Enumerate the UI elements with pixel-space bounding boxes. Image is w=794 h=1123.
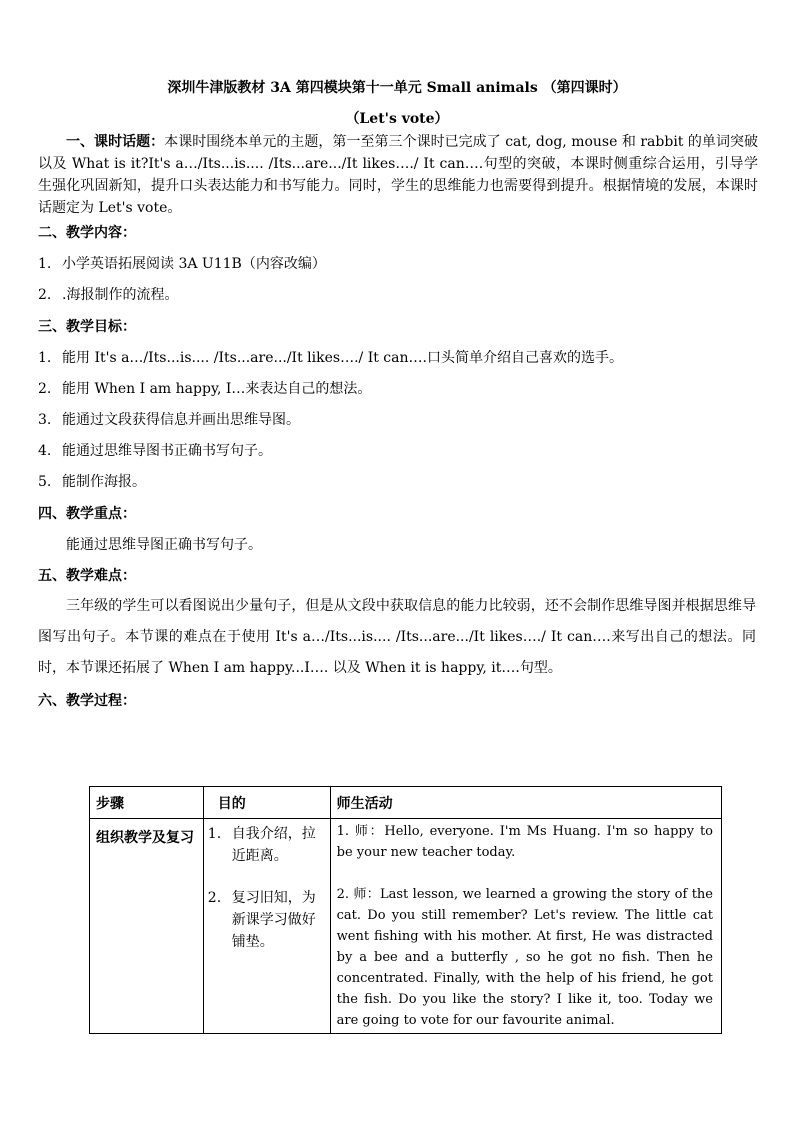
section-5-heading: 五、教学难点：: [38, 568, 136, 584]
objective-item: [38, 378, 371, 398]
section-4-heading: 四、教学重点：: [38, 506, 136, 522]
teaching-process-table: [89, 786, 722, 1034]
section-1-text: 本课时围绕本单元的主题，第一至第三个课时已完成了 cat, dog, mouse 和 rabbit 的单词突破以及 What is it?It's a…/Its...is.... /Its...are.../It likes…./ It can….句型的突破，本课时侧重综合运用，引导学生强化巩固新知，提升口头表达能力和书写能力。同时，学生的思维能力也需要得到提升。根据情境的发展，本课时话题定为 Let's vote。: [38, 134, 759, 216]
section-1-paragraph: [38, 131, 758, 219]
activity-cell: [330, 819, 721, 1034]
goal-cell: [203, 819, 330, 1034]
content-item: [38, 253, 326, 273]
document-subtitle: （Let's vote）: [345, 111, 449, 127]
activity-paragraph: 2. 师：Last lesson, we learned a growing the story of the cat. Do you still remember? Let's review. The little cat went fishing with his mother. At first, He was distracted by a bee and a butterfly , so he got no fish. Then he concentrated. Finally, with the help of his friend, he got the fish. Do you like the story? I like it, too. Today we are going to vote for our favourite animal.: [336, 887, 713, 1028]
item-number: 2.: [38, 381, 52, 397]
item-text: 能制作海报。: [62, 474, 146, 490]
item-number: 1.: [38, 256, 52, 272]
activity-paragraph: 1. 师：Hello, everyone. I'm Ms Huang. I'm so happy to be your new teacher today.: [336, 824, 713, 860]
section-5-text: 三年级的学生可以看图说出少量句子，但是从文段中获取信息的能力比较弱，还不会制作思维导图并根据思维导图写出句子。本节课的难点在于使用 It's a…/Its...is.... /Its...are.../It likes…./ It can….来写出自己的想法。同时，本节课还拓展了 When I am happy...I…. 以及 When it is happy, it….句型。: [38, 598, 756, 676]
item-text: 能通过文段获得信息并画出思维导图。: [62, 412, 300, 428]
table-row: [90, 819, 722, 1034]
item-number: 2.: [38, 287, 52, 303]
item-text: 能用 When I am happy, I…来表达自己的想法。: [62, 381, 372, 397]
item-number: 5.: [38, 474, 52, 490]
column-header-activity: 师生活动: [330, 787, 721, 819]
item-text: .海报制作的流程。: [62, 287, 179, 303]
goal-number: 2.: [207, 890, 222, 906]
section-2-heading: 二、教学内容：: [38, 225, 136, 241]
table-header-row: [90, 787, 722, 819]
item-number: 4.: [38, 443, 52, 459]
column-header-step: 步骤: [90, 787, 204, 819]
section-6-heading: 六、教学过程：: [38, 693, 136, 709]
objective-item: [38, 409, 300, 429]
goal-item: [208, 823, 324, 867]
item-text: 小学英语拓展阅读 3A U11B（内容改编）: [62, 256, 326, 272]
item-number: 3.: [38, 412, 52, 428]
content-item: [38, 284, 178, 304]
section-3-heading: 三、教学目标：: [38, 319, 136, 335]
item-text: 能通过思维导图书正确书写句子。: [62, 443, 272, 459]
goal-text: 复习旧知，为新课学习做好铺垫。: [231, 890, 316, 950]
item-text: 能用 It's a…/Its...is.... /Its...are.../It likes…./ It can….口头简单介绍自己喜欢的选手。: [62, 350, 623, 366]
objective-item: [38, 440, 272, 460]
goal-item: [208, 887, 324, 953]
section-4-text: 能通过思维导图正确书写句子。: [66, 537, 262, 553]
objective-item: [38, 471, 146, 491]
step-cell: 组织教学及复习: [90, 819, 204, 1034]
section-1-label: 一、课时话题：: [66, 134, 165, 150]
objective-item: [38, 347, 623, 367]
column-header-goal: 目的: [203, 787, 330, 819]
item-number: 1.: [38, 350, 52, 366]
goal-number: 1.: [207, 826, 222, 842]
goal-text: 自我介绍，拉近距离。: [231, 826, 316, 864]
document-title: 深圳牛津版教材 3A 第四模块第十一单元 Small animals （第四课时）: [167, 80, 627, 96]
